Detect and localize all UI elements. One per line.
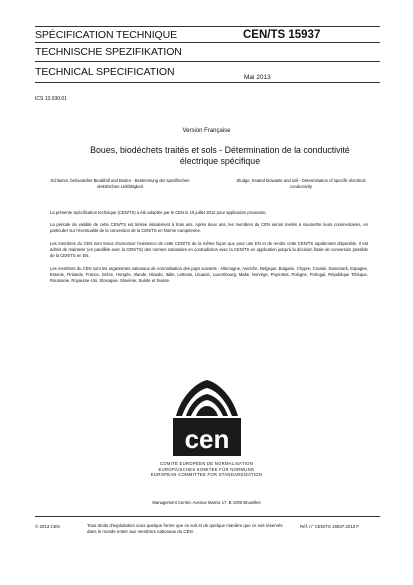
paragraph-validity: La période de validité de cette CEN/TS est limitée initialement à trois ans. Après deux ans, les membres du CEN seront invités à soumettre leurs commentaires, en particulier sur l'éventualité de la conversion de la CEN/TS en Norme européenne. — [50, 222, 368, 233]
footer-rule — [35, 516, 380, 517]
logo-text: cen — [184, 424, 230, 454]
committee-name-en: EUROPEAN COMMITTEE FOR STANDARDIZATION — [150, 472, 263, 478]
alt-title-en: Sludge, treated biowaste and soil - Determination of specific electrical conductivity — [236, 178, 366, 189]
committee-names — [0, 461, 413, 478]
committee-name-de: EUROPÄISCHES KOMITEE FÜR NORMUNG — [158, 466, 255, 472]
ics-code: ICS 13.030.01 — [35, 96, 67, 102]
reference-number: Réf. n° CEN/TS 15937:2013 F — [300, 524, 360, 529]
publication-date: Mai 2013 — [244, 74, 271, 81]
rights-notice: Tous droits d'exploitation sous quelque forme que ce soit et de quelque manière que ce soit réservés dans le monde entier aux membres nationaux du CEN. — [87, 523, 283, 534]
title-fr: SPÉCIFICATION TECHNIQUE — [35, 29, 177, 41]
title-de: TECHNISCHE SPEZIFIKATION — [35, 46, 182, 58]
copyright: © 2013 CEN — [35, 524, 60, 529]
committee-name-fr: COMITÉ EUROPÉEN DE NORMALISATION — [159, 461, 254, 466]
cen-logo — [168, 376, 246, 458]
version-label: Version Française — [182, 128, 231, 134]
standard-number: CEN/TS 15937 — [243, 29, 321, 41]
header-rule-2 — [35, 61, 380, 62]
alt-title-de: Schlamm, behandelter Bioabfall und Boden - Bestimmung der spezifischen elektrischen Leitfähigkeit — [50, 178, 190, 189]
header-rule-1 — [35, 42, 380, 43]
header-rule-top — [35, 26, 380, 27]
paragraph-members-obligation: Les membres du CEN sont tenus d'annoncer l'existence de cette CEN/TS de la même façon que pour une EN et de rendre cette CEN/TS rapidement disponible. Il est admis de maintenir (en parallèle avec la CEN/TS) des normes nationales en contradiction avec la CEN/TS en application jusqu'à la décision finale de conversion possible de la CEN/TS en EN. — [50, 241, 368, 258]
title-en: TECHNICAL SPECIFICATION — [35, 66, 175, 78]
management-address: Management Centre: Avenue Marnix 17, B-1000 Bruxelles — [152, 500, 261, 505]
main-title: Boues, biodéchets traités et sols - Détermination de la conductivité électrique spécifique — [90, 145, 350, 166]
paragraph-adoption: La présente Spécification technique (CEN/TS) a été adoptée par le CEN le 15 juillet 2012 pour application provisoire. — [50, 210, 267, 215]
header-rule-bottom — [35, 82, 380, 83]
paragraph-members-list: Les membres du CEN sont les organismes nationaux de normalisation des pays suivants : Allemagne, Autriche, Belgique, Bulgarie, Chypre, Croatie, Danemark, Espagne, Estonie, Finlande, France, Grèce, Hongrie, Irlande, Islande, Italie, Lettonie, Lituanie, Luxembourg, Malte, Norvège, Pays-Bas, Pologne, Portugal, République Tchèque, Roumanie, Royaume-Uni, Slovaquie, Slovénie, Suède et Suisse. — [50, 266, 368, 283]
